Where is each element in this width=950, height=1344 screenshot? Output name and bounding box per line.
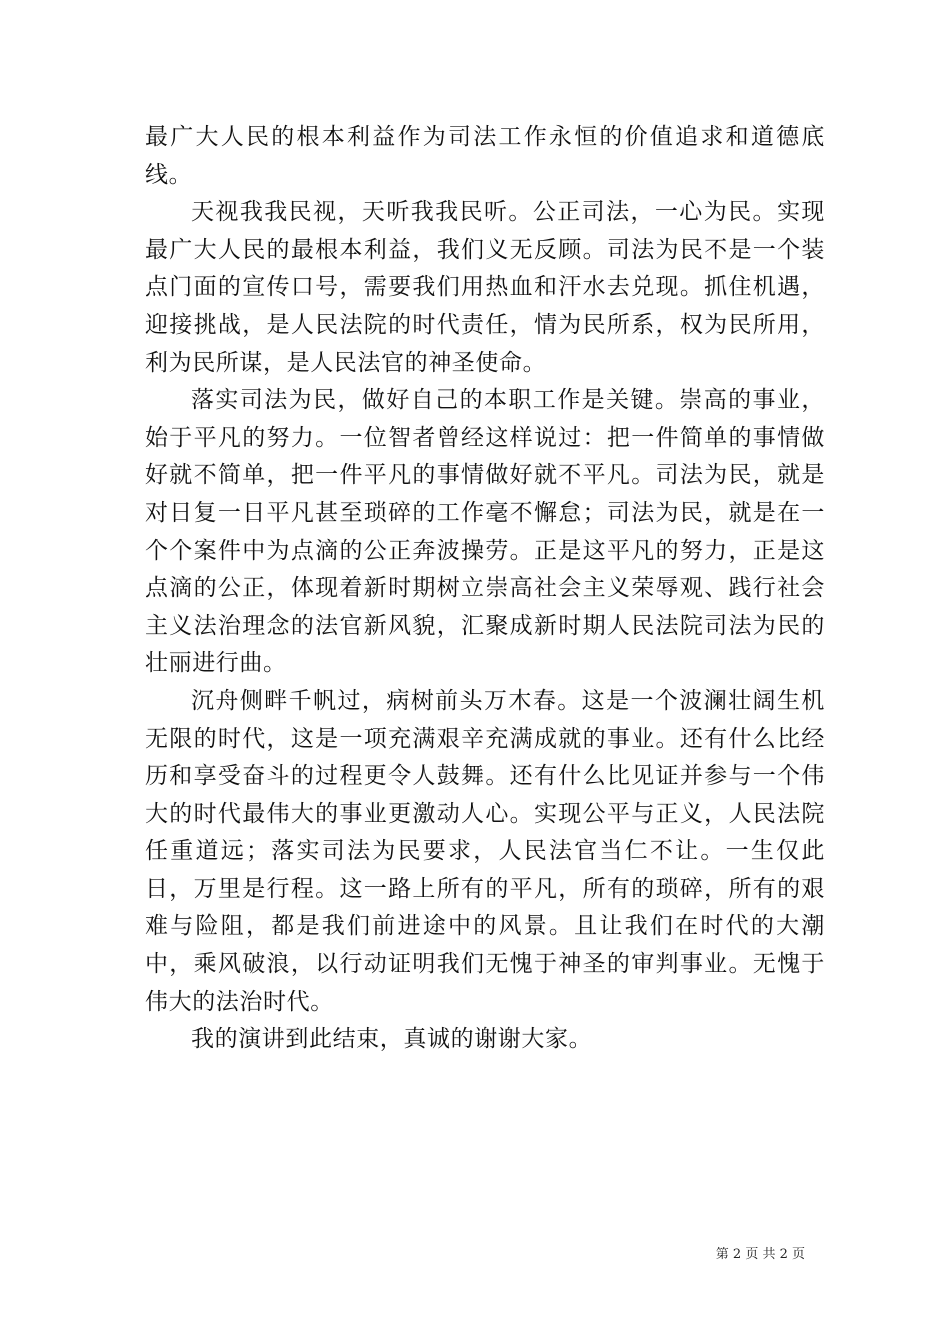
page-number-footer: 第 2 页 共 2 页	[715, 1247, 805, 1262]
paragraph-ordinary-effort: 落实司法为民，做好自己的本职工作是关键。崇高的事业，始于平凡的努力。一位智者曾经这样说过：把一件简单的事情做好就不简单，把一件平凡的事情做好就不平凡。司法为民，就是对日复一日平凡甚至琐碎的工作毫不懈怠；司法为民，就是在一个个案件中为点滴的公正奔波操劳。正是这平凡的努力，正是这点滴的公正，体现着新时期树立崇高社会主义荣辱观、践行社会主义法治理念的法官新风貌，汇聚成新时期人民法院司法为民的壮丽进行曲。	[145, 387, 825, 677]
paragraph-great-era: 沉舟侧畔千帆过，病树前头万木春。这是一个波澜壮阔生机无限的时代，这是一项充满艰辛充满成就的事业。还有什么比经历和享受奋斗的过程更令人鼓舞。还有什么比见证并参与一个伟大的时代最伟大的事业更激动人心。实现公平与正义，人民法院任重道远；落实司法为民要求，人民法官当仁不让。一生仅此日，万里是行程。这一路上所有的平凡，所有的琐碎，所有的艰难与险阻，都是我们前进途中的风景。且让我们在时代的大潮中，乘风破浪，以行动证明我们无愧于神圣的审判事业。无愧于伟大的法治时代。	[145, 687, 825, 1015]
paragraph-justice-for-people: 天视我我民视，天听我我民听。公正司法，一心为民。实现最广大人民的最根本利益，我们义无反顾。司法为民不是一个装点门面的宣传口号，需要我们用热血和汗水去兑现。抓住机遇，迎接挑战，是人民法院的时代责任，情为民所系，权为民所用，利为民所谋，是人民法官的神圣使命。	[145, 199, 825, 376]
paragraph-closing: 我的演讲到此结束，真诚的谢谢大家。	[191, 1026, 593, 1053]
document-body	[145, 119, 825, 1059]
paragraph-continuation: 最广大人民的根本利益作为司法工作永恒的价值追求和道德底线。	[145, 124, 825, 188]
